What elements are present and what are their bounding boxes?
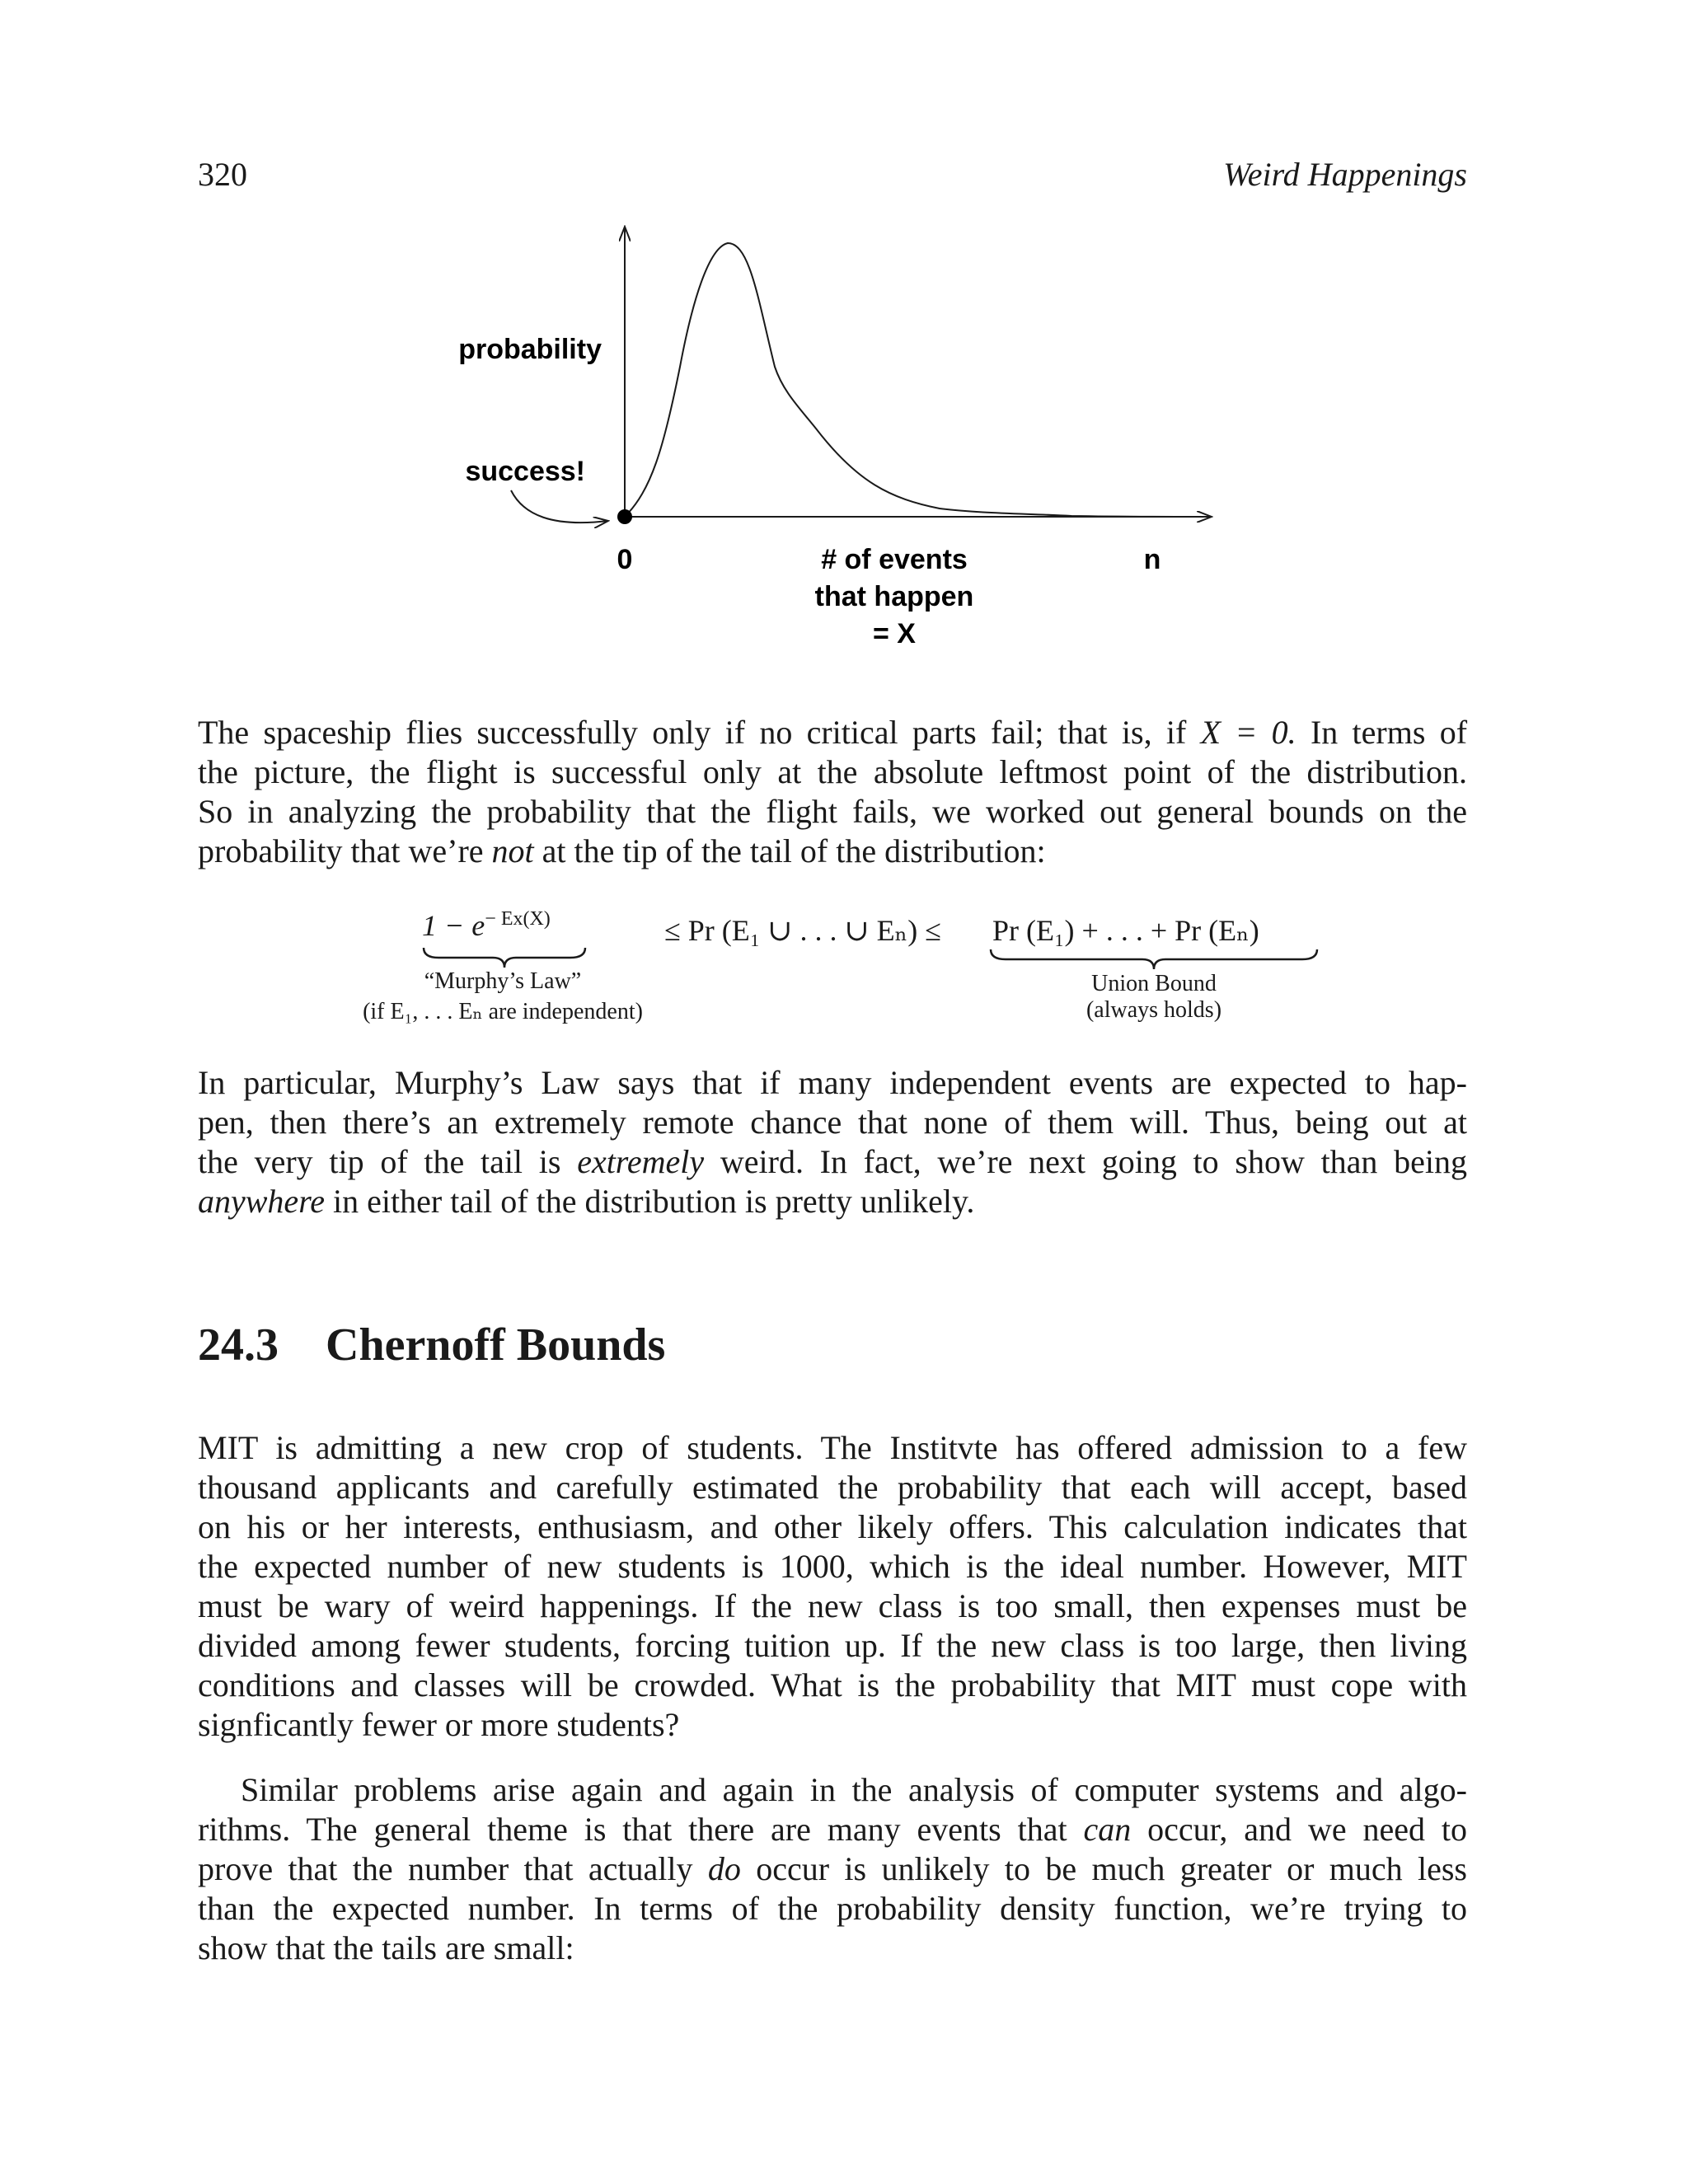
- murphy-condition: (if E₁, . . . Eₙ are independent): [363, 999, 643, 1024]
- y-axis-label: probability: [458, 334, 602, 365]
- union-caption: Union Bound: [1091, 971, 1217, 996]
- paragraph-2-line-3: the very tip of the tail is extremely weird. In fact, we’re next going to show than being: [198, 1143, 1468, 1180]
- murphy-underbrace: [422, 946, 587, 971]
- murphy-caption: “Murphy’s Law”: [424, 968, 582, 994]
- page-number: 320: [198, 156, 247, 193]
- success-arrow: [511, 490, 608, 523]
- running-title: Weird Happenings: [1223, 156, 1467, 193]
- paragraph-3-line-8: signficantly fewer or more students?: [198, 1706, 680, 1743]
- paragraph-2-line-4: anywhere in either tail of the distribution is pretty unlikely.: [198, 1183, 975, 1220]
- paragraph-1-line-2: the picture, the flight is successful only at the absolute leftmost point of the distribution.: [198, 753, 1467, 790]
- section-number: 24.3: [198, 1319, 279, 1371]
- section-title: Chernoff Bounds: [326, 1319, 666, 1371]
- paragraph-2-line-1: In particular, Murphy’s Law says that if many independent events are expected to hap-: [198, 1064, 1467, 1101]
- section-heading: [198, 1319, 665, 1371]
- murphy-term: $1 - e^{- Ex(X)}$: [422, 908, 551, 942]
- paragraph-3-line-3: on his or her interests, enthusiasm, and other likely offers. This calculation indicates that: [198, 1508, 1467, 1545]
- distribution-figure: [445, 218, 1269, 680]
- paragraph-3-line-7: conditions and classes will be crowded. What is the probability that MIT must cope with: [198, 1666, 1467, 1704]
- union-condition: (always holds): [1085, 997, 1222, 1023]
- paragraph-3: [198, 1428, 1467, 1745]
- paragraph-3-line-5: must be wary of weird happenings. If the new class is too small, then expenses must be: [198, 1587, 1467, 1624]
- paragraph-1-line-1: The spaceship flies successfully only if no critical parts fail; that is, if X = 0. In terms of: [198, 714, 1468, 751]
- union-underbrace: [989, 948, 1319, 972]
- paragraph-2-line-2: pen, then there’s an extremely remote chance that none of them will. Thus, being out at: [198, 1104, 1467, 1141]
- paragraph-3-line-6: divided among fewer students, forcing tuition up. If the new class is too large, then living: [198, 1627, 1467, 1664]
- x-axis-label-3: = X: [873, 618, 916, 649]
- union-bound-term: Pr (E₁) + . . . + Pr (Eₙ): [992, 914, 1259, 947]
- origin-dot: [617, 509, 632, 524]
- paragraph-4-line-3: prove that the number that actually do occur is unlikely to be much greater or much less: [198, 1850, 1467, 1887]
- paragraph-3-line-2: thousand applicants and carefully estimated the probability that each will accept, based: [198, 1469, 1467, 1506]
- success-label: success!: [465, 456, 585, 487]
- paragraph-4-line-1: Similar problems arise again and again in the analysis of computer systems and algo-: [241, 1771, 1467, 1808]
- paragraph-3-line-1: MIT is admitting a new crop of students. The Institvte has offered admission to a few: [198, 1429, 1467, 1466]
- x-axis-label-1: # of events: [821, 544, 968, 575]
- paragraph-1-line-3: So in analyzing the probability that the flight fails, we worked out general bounds on the: [198, 793, 1467, 830]
- distribution-curve: [625, 243, 1202, 517]
- inline-math: X = 0.: [1200, 714, 1296, 751]
- paragraph-2: [198, 1063, 1467, 1221]
- paragraph-4-line-5: show that the tails are small:: [198, 1929, 574, 1966]
- paragraph-3-line-4: the expected number of new students is 1000, which is the ideal number. However, MIT: [198, 1548, 1467, 1585]
- paragraph-4-line-4: than the expected number. In terms of the probability density function, we’re trying to: [198, 1890, 1467, 1927]
- x-end-label: n: [1143, 544, 1161, 575]
- paragraph-1: [198, 713, 1467, 871]
- paragraph-4-line-2: rithms. The general theme is that there are many events that can occur, and we need to: [198, 1811, 1468, 1848]
- x-origin-label: 0: [617, 544, 633, 575]
- paragraph-1-line-4: probability that we’re not at the tip of the tail of the distribution:: [198, 832, 1046, 869]
- paragraph-4: [198, 1770, 1467, 1968]
- equation-middle: ≤ Pr (E₁ ∪ . . . ∪ Eₙ) ≤: [664, 914, 941, 947]
- x-axis-label-2: that happen: [814, 581, 974, 612]
